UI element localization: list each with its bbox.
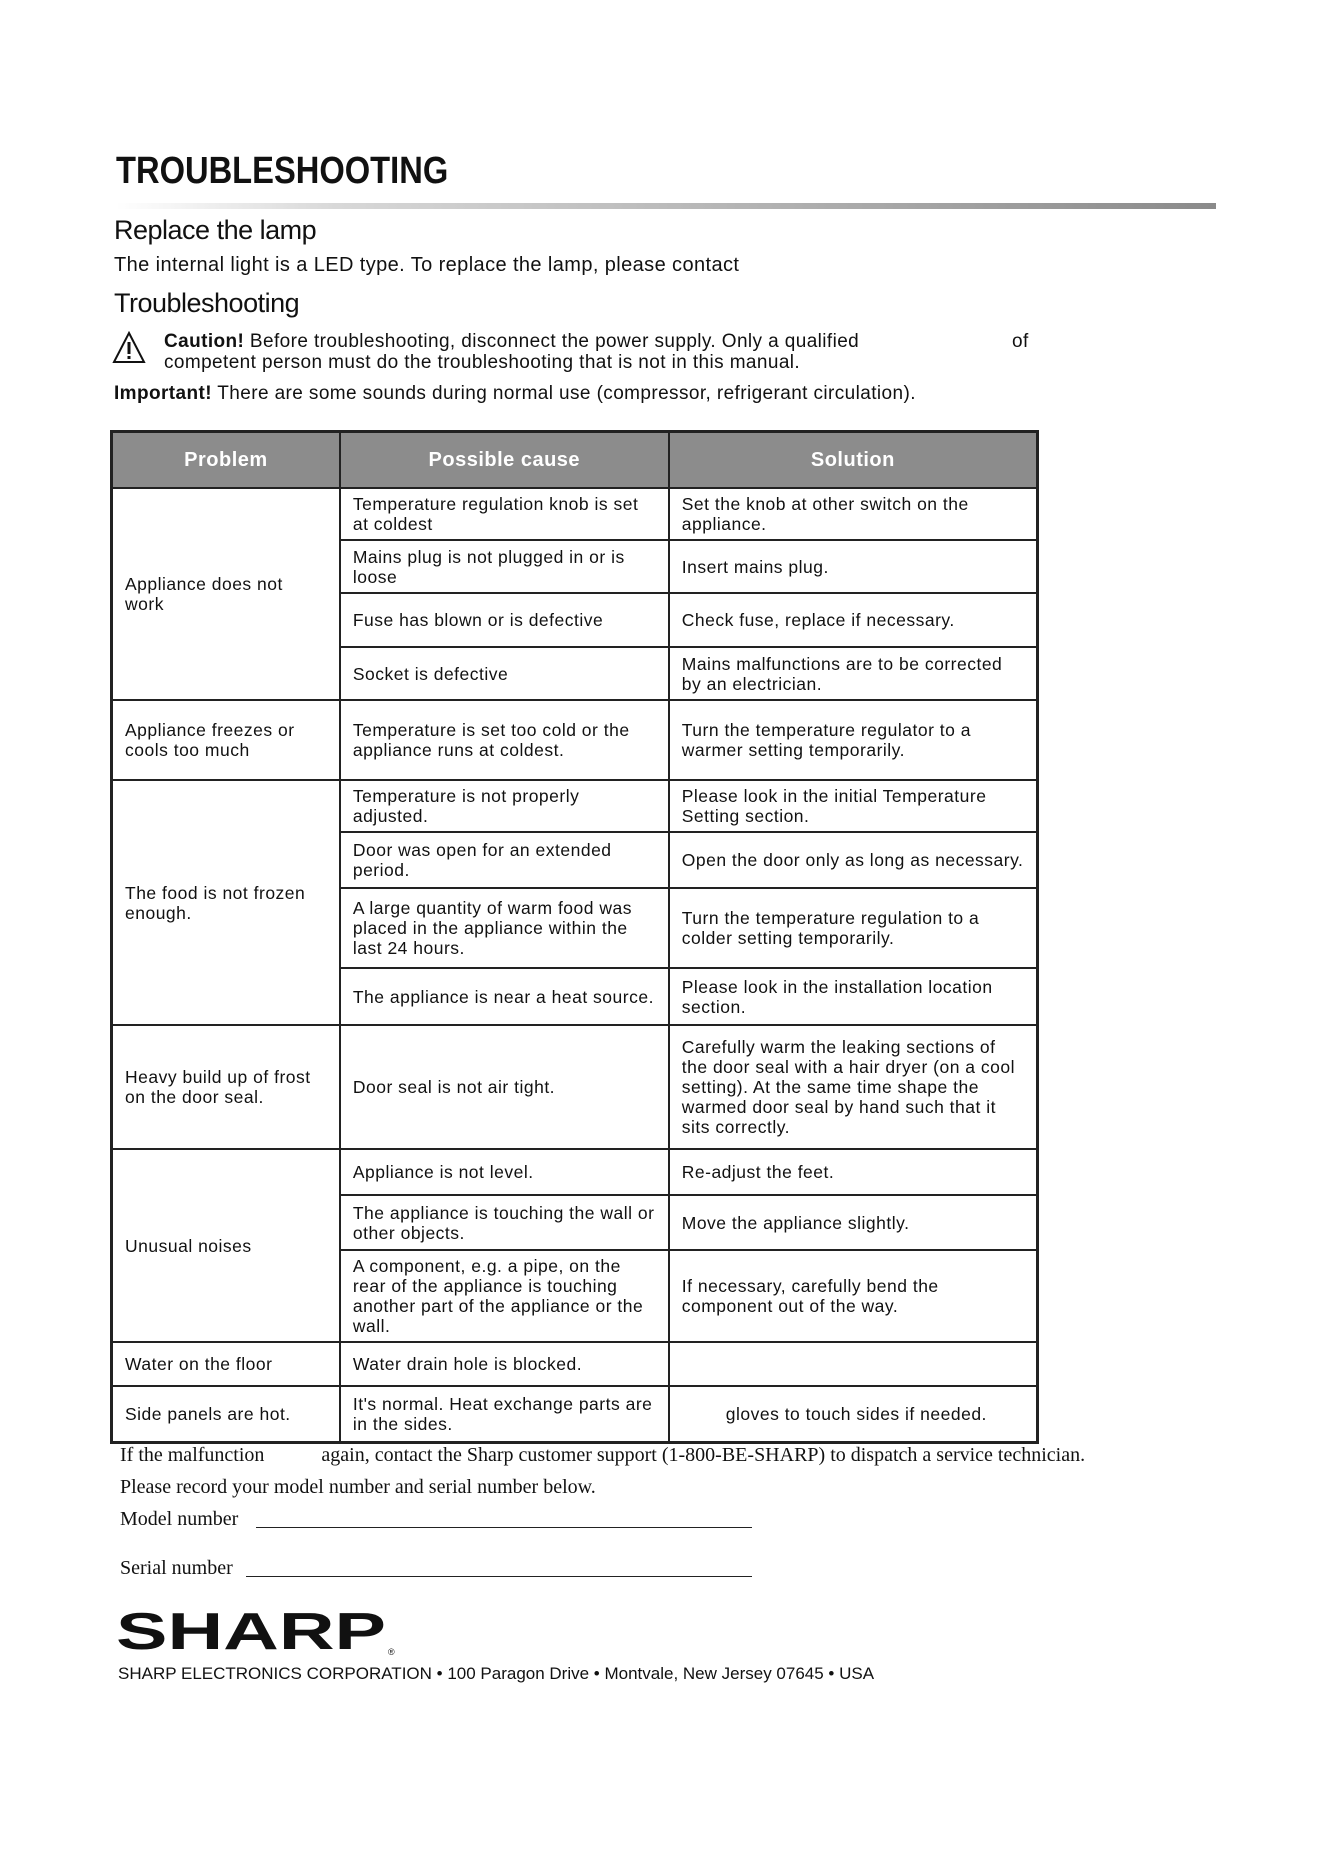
header-cause: Possible cause bbox=[340, 432, 669, 489]
solution-cell: Move the appliance slightly. bbox=[669, 1195, 1038, 1250]
solution-cell: Mains malfunctions are to be corrected by an electrician. bbox=[669, 647, 1038, 700]
svg-text:®: ® bbox=[388, 1647, 395, 1657]
problem-cell: Unusual noises bbox=[112, 1149, 340, 1342]
table-row bbox=[112, 1342, 1038, 1386]
serial-label: Serial number bbox=[120, 1557, 233, 1579]
record-text: Please record your model number and serial number below. bbox=[120, 1476, 596, 1498]
solution-cell: gloves to touch sides if needed. bbox=[669, 1386, 1038, 1442]
solution-cell: Set the knob at other switch on the appliance. bbox=[669, 488, 1038, 540]
troubleshooting-heading: Troubleshooting bbox=[114, 288, 300, 318]
cause-cell: A large quantity of warm food was placed in the appliance within the last 24 hours. bbox=[340, 888, 669, 968]
solution-cell: Carefully warm the leaking sections of the door seal with a hair dryer (on a cool setting). At the same time shape the warmed door seal by hand such that it sits correctly. bbox=[669, 1025, 1038, 1149]
warning-icon bbox=[112, 331, 146, 365]
sharp-logo bbox=[116, 1607, 398, 1657]
malfunction-line bbox=[120, 1444, 1085, 1467]
caution-of: of bbox=[1012, 331, 1029, 352]
cause-cell: Mains plug is not plugged in or is loose bbox=[340, 540, 669, 593]
lamp-heading: Replace the lamp bbox=[114, 215, 317, 245]
solution-cell: Please look in the initial Temperature Setting section. bbox=[669, 780, 1038, 832]
solution-cell: Please look in the installation location section. bbox=[669, 968, 1038, 1025]
model-label: Model number bbox=[120, 1508, 239, 1530]
problem-cell: The food is not frozen enough. bbox=[112, 780, 340, 1025]
lamp-text: The internal light is a LED type. To replace the lamp, please contact bbox=[114, 254, 740, 276]
solution-cell: Re-adjust the feet. bbox=[669, 1149, 1038, 1195]
cause-cell: Door was open for an extended period. bbox=[340, 832, 669, 888]
cause-cell: Fuse has blown or is defective bbox=[340, 593, 669, 647]
cause-cell: The appliance is near a heat source. bbox=[340, 968, 669, 1025]
solution-cell: Open the door only as long as necessary. bbox=[669, 832, 1038, 888]
troubleshooting-table bbox=[110, 430, 1039, 1444]
caution-line-1 bbox=[164, 331, 859, 353]
table-row bbox=[112, 1386, 1038, 1442]
table-row bbox=[112, 488, 1038, 540]
model-number-line bbox=[256, 1527, 752, 1528]
important-label: Important! bbox=[114, 383, 212, 404]
table-row bbox=[112, 1025, 1038, 1149]
problem-cell: Appliance does not work bbox=[112, 488, 340, 700]
problem-cell: Side panels are hot. bbox=[112, 1386, 340, 1442]
page-title: TROUBLESHOOTING bbox=[116, 150, 449, 192]
table-row bbox=[112, 1149, 1038, 1195]
caution-line-2: competent person must do the troubleshooting that is not in this manual. bbox=[164, 352, 801, 373]
company-address: SHARP ELECTRONICS CORPORATION • 100 Paragon Drive • Montvale, New Jersey 07645 • USA bbox=[118, 1664, 875, 1683]
table-row bbox=[112, 700, 1038, 780]
header-problem: Problem bbox=[112, 432, 340, 489]
serial-number-line bbox=[246, 1576, 752, 1577]
cause-cell: Door seal is not air tight. bbox=[340, 1025, 669, 1149]
table-row bbox=[112, 780, 1038, 832]
cause-cell: Temperature is set too cold or the appliance runs at coldest. bbox=[340, 700, 669, 780]
solution-cell bbox=[669, 1342, 1038, 1386]
solution-cell: Check fuse, replace if necessary. bbox=[669, 593, 1038, 647]
cause-cell: The appliance is touching the wall or other objects. bbox=[340, 1195, 669, 1250]
cause-cell: Appliance is not level. bbox=[340, 1149, 669, 1195]
table-header-row bbox=[112, 432, 1038, 489]
problem-cell: Water on the floor bbox=[112, 1342, 340, 1386]
problem-cell: Appliance freezes or cools too much bbox=[112, 700, 340, 780]
malfunction-b: again, contact the Sharp customer support (1-800-BE-SHARP) to dispatch a service technician. bbox=[321, 1444, 1086, 1466]
problem-cell: Heavy build up of frost on the door seal. bbox=[112, 1025, 340, 1149]
important-line bbox=[114, 383, 916, 405]
solution-cell: Turn the temperature regulator to a warmer setting temporarily. bbox=[669, 700, 1038, 780]
solution-cell: Turn the temperature regulation to a colder setting temporarily. bbox=[669, 888, 1038, 968]
cause-cell: Temperature regulation knob is set at coldest bbox=[340, 488, 669, 540]
cause-cell: Socket is defective bbox=[340, 647, 669, 700]
logo-text: SHARP bbox=[116, 1607, 386, 1657]
solution-cell: If necessary, carefully bend the component out of the way. bbox=[669, 1250, 1038, 1342]
caution-label: Caution! bbox=[164, 331, 245, 352]
cause-cell: It's normal. Heat exchange parts are in the sides. bbox=[340, 1386, 669, 1442]
malfunction-a: If the malfunction bbox=[120, 1444, 265, 1466]
title-rule bbox=[116, 203, 1216, 209]
header-solution: Solution bbox=[669, 432, 1038, 489]
cause-cell: Temperature is not properly adjusted. bbox=[340, 780, 669, 832]
solution-cell: Insert mains plug. bbox=[669, 540, 1038, 593]
caution-text-1: Before troubleshooting, disconnect the power supply. Only a qualified bbox=[244, 331, 860, 352]
cause-cell: A component, e.g. a pipe, on the rear of the appliance is touching another part of the appliance or the wall. bbox=[340, 1250, 669, 1342]
cause-cell: Water drain hole is blocked. bbox=[340, 1342, 669, 1386]
important-text: There are some sounds during normal use (compressor, refrigerant circulation). bbox=[211, 383, 916, 404]
